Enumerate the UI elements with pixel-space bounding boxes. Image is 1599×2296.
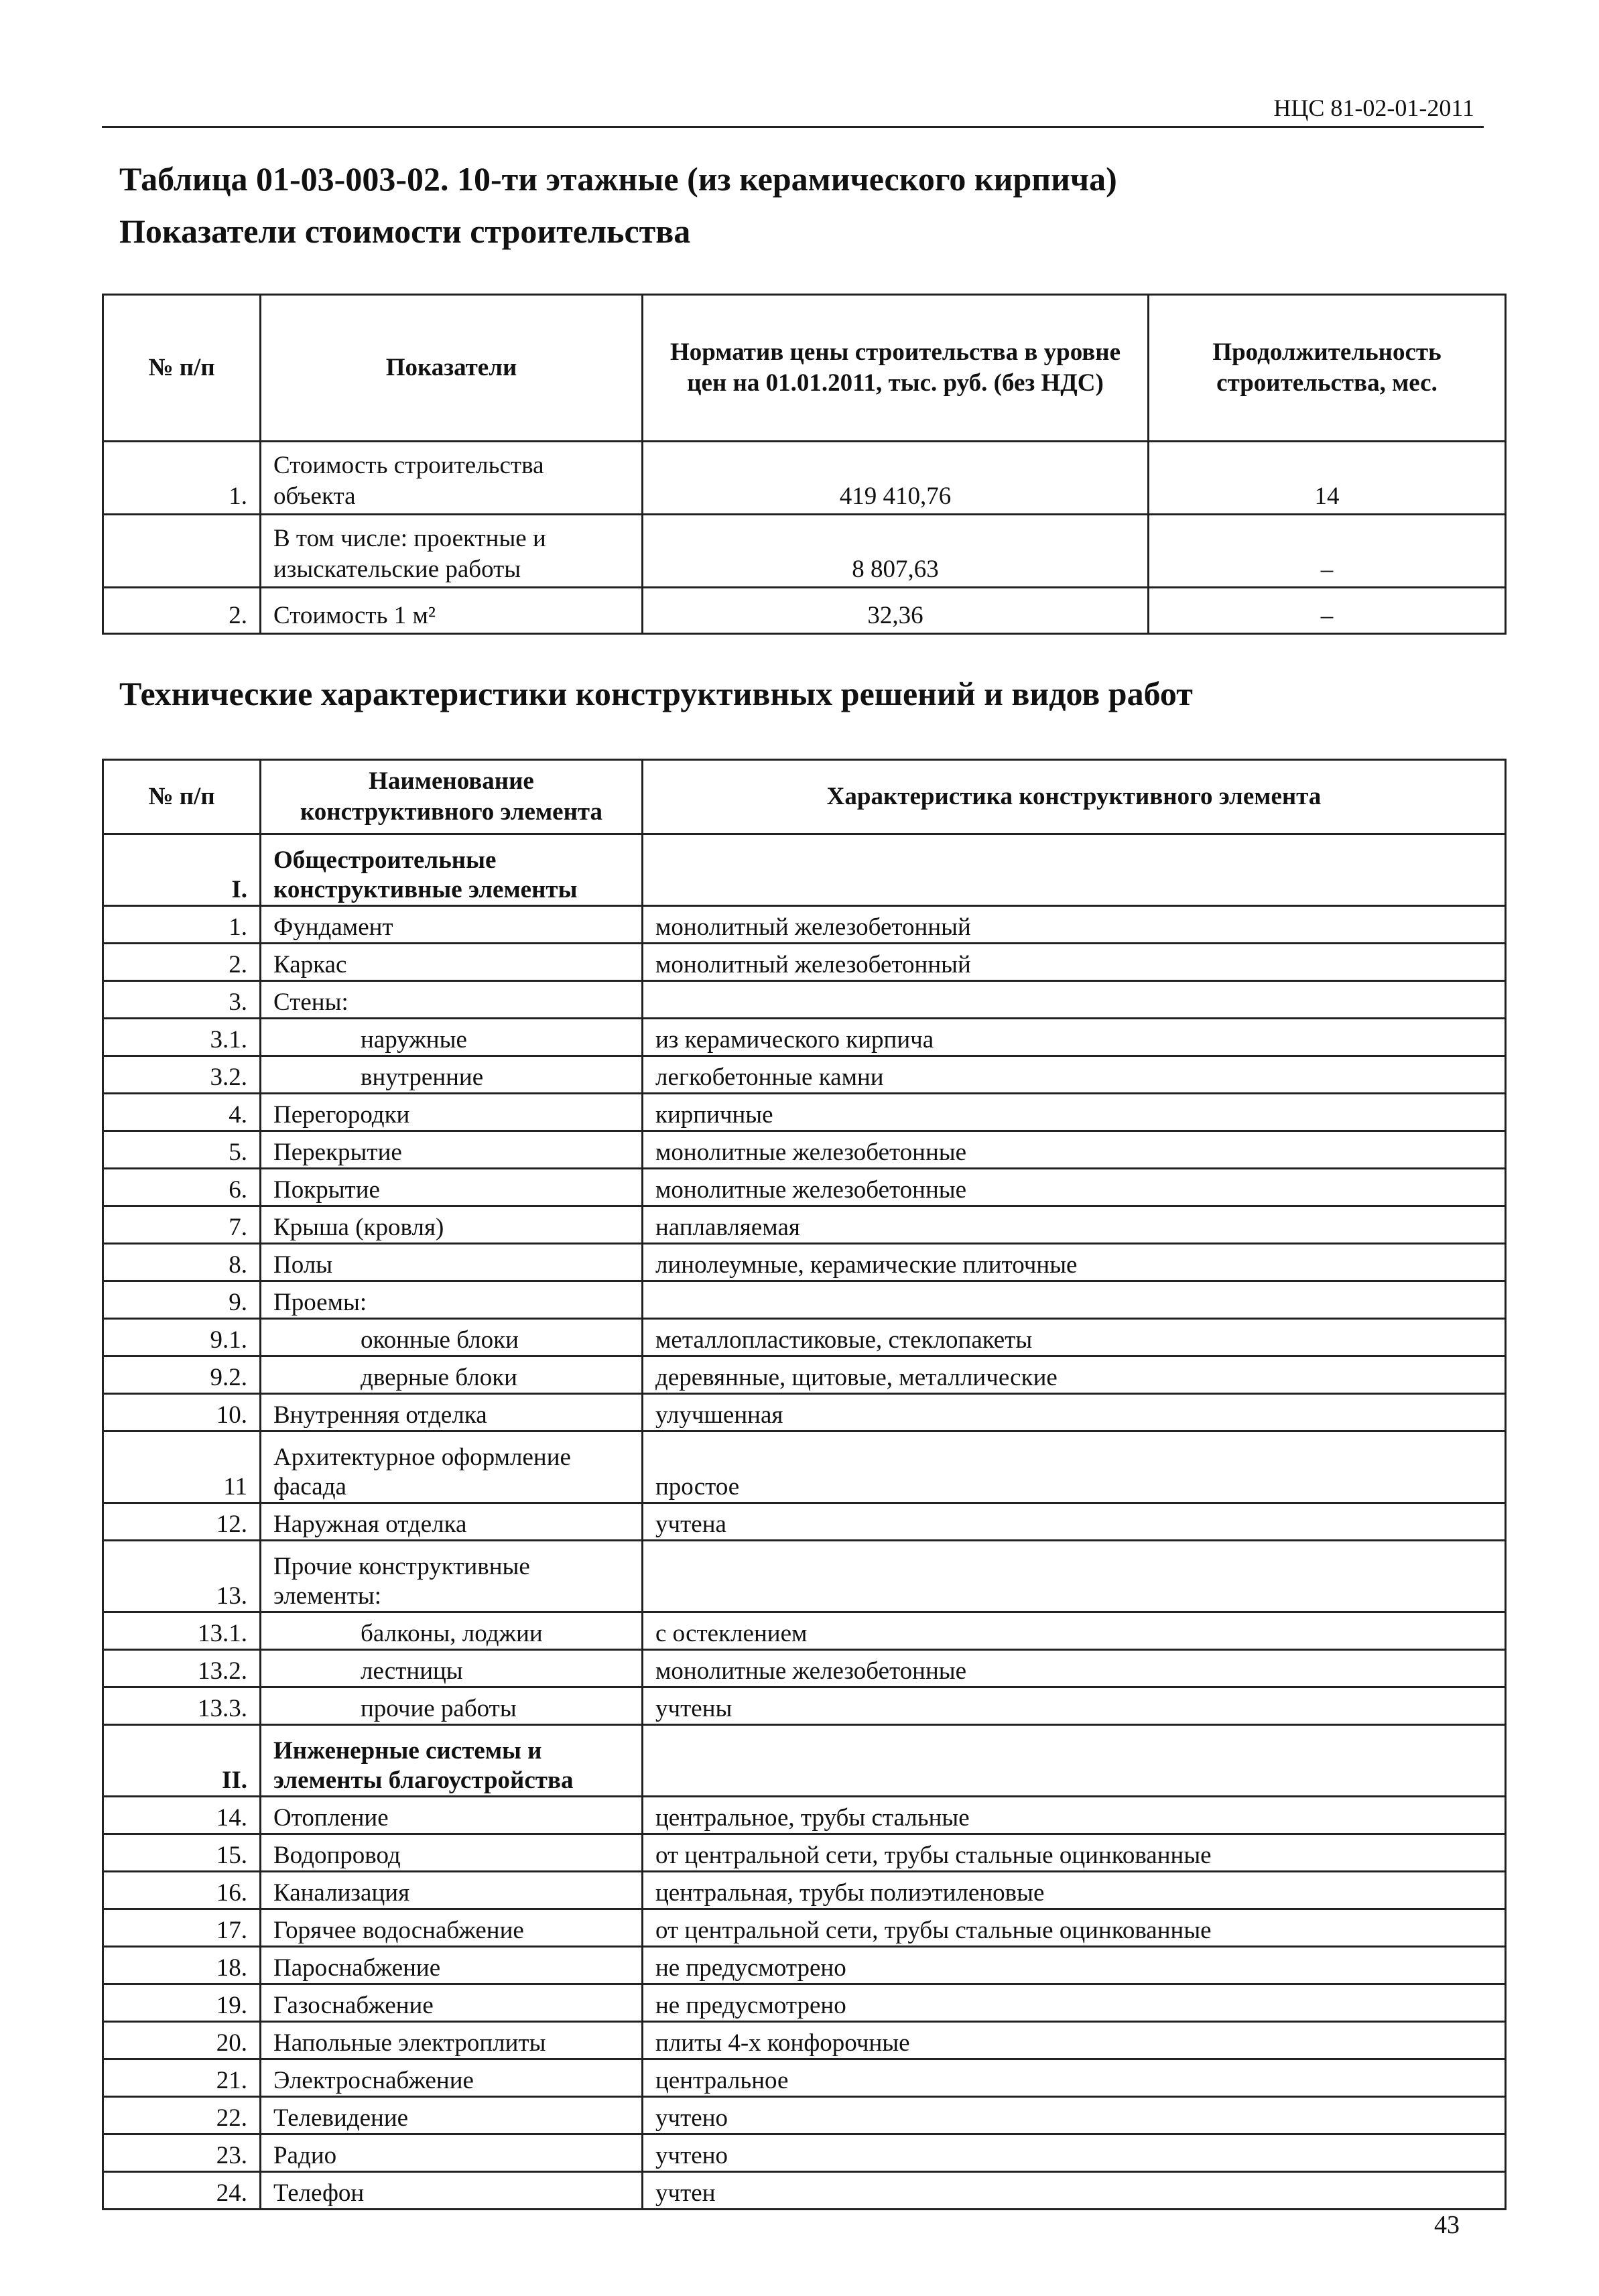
- row-num: 20.: [103, 2022, 261, 2059]
- row-name: Проемы:: [261, 1281, 643, 1319]
- page-number: 43: [1434, 2211, 1460, 2239]
- row-name: наружные: [261, 1019, 643, 1056]
- row-description: плиты 4-х конфорочные: [643, 2022, 1506, 2059]
- row-duration: 14: [1149, 442, 1506, 515]
- row-name: Пароснабжение: [261, 1947, 643, 1984]
- row-description: учтено: [643, 2134, 1506, 2172]
- row-description: деревянные, щитовые, металлические: [643, 1356, 1506, 1394]
- row-description: линолеумные, керамические плиточные: [643, 1244, 1506, 1281]
- table-row: [103, 2097, 1506, 2134]
- row-num: 13.: [103, 1541, 261, 1612]
- row-num: 14.: [103, 1797, 261, 1834]
- row-name: балконы, лоджии: [261, 1612, 643, 1650]
- row-num: 3.2.: [103, 1056, 261, 1094]
- row-name: Телефон: [261, 2172, 643, 2210]
- row-name: Напольные электроплиты: [261, 2022, 643, 2059]
- table-row: [103, 2172, 1506, 2210]
- table-row: [103, 2022, 1506, 2059]
- row-name: Каркас: [261, 944, 643, 981]
- row-description: центральное: [643, 2059, 1506, 2097]
- table-row: [103, 1244, 1506, 1281]
- document-code: НЦС 81-02-01-2011: [1273, 94, 1474, 121]
- table-row: [103, 442, 1506, 515]
- table-row: [103, 1687, 1506, 1725]
- row-description: монолитные железобетонные: [643, 1650, 1506, 1687]
- row-num: 2.: [103, 944, 261, 981]
- table-row: [103, 1281, 1506, 1319]
- table-title: Таблица 01-03-003-02. 10-ти этажные (из керамического кирпича): [119, 160, 1117, 198]
- table-row: [103, 1612, 1506, 1650]
- table-row: [103, 2059, 1506, 2097]
- table-row: [103, 1131, 1506, 1169]
- row-description: не предусмотрено: [643, 1984, 1506, 2022]
- row-num: 5.: [103, 1131, 261, 1169]
- header-num: № п/п: [103, 295, 261, 442]
- row-num: I.: [103, 834, 261, 906]
- row-name: Внутренняя отделка: [261, 1394, 643, 1431]
- header-num: № п/п: [103, 760, 261, 834]
- row-num: 23.: [103, 2134, 261, 2172]
- header-price-norm: Норматив цены строительства в уровне цен на 01.01.2011, тыс. руб. (без НДС): [643, 295, 1149, 442]
- row-num: 9.1.: [103, 1319, 261, 1356]
- row-description: учтены: [643, 1687, 1506, 1725]
- row-description: центральная, трубы полиэтиленовые: [643, 1872, 1506, 1909]
- row-description: от центральной сети, трубы стальные оцинкованные: [643, 1909, 1506, 1947]
- table-row: [103, 906, 1506, 944]
- row-duration: –: [1149, 515, 1506, 588]
- table-row: [103, 515, 1506, 588]
- row-name: Покрытие: [261, 1169, 643, 1206]
- table-row: [103, 2134, 1506, 2172]
- row-description: [643, 1541, 1506, 1612]
- row-name: Фундамент: [261, 906, 643, 944]
- row-name: Полы: [261, 1244, 643, 1281]
- row-duration: –: [1149, 588, 1506, 634]
- row-description: монолитный железобетонный: [643, 906, 1506, 944]
- row-num: 10.: [103, 1394, 261, 1431]
- table-row: [103, 834, 1506, 906]
- row-name: Архитектурное оформление фасада: [261, 1431, 643, 1503]
- table-row: [103, 1056, 1506, 1094]
- row-num: 2.: [103, 588, 261, 634]
- row-name: дверные блоки: [261, 1356, 643, 1394]
- row-num: 3.: [103, 981, 261, 1019]
- row-description: [643, 1281, 1506, 1319]
- table-row: [103, 1206, 1506, 1244]
- table-row: [103, 588, 1506, 634]
- row-name: В том числе: проектные и изыскательские работы: [261, 515, 643, 588]
- row-name: Инженерные системы и элементы благоустройства: [261, 1725, 643, 1797]
- row-name: внутренние: [261, 1056, 643, 1094]
- table-row: [103, 1984, 1506, 2022]
- row-name: Канализация: [261, 1872, 643, 1909]
- row-name: Стены:: [261, 981, 643, 1019]
- row-value: 32,36: [643, 588, 1149, 634]
- row-num: [103, 515, 261, 588]
- row-description: учтено: [643, 2097, 1506, 2134]
- row-num: II.: [103, 1725, 261, 1797]
- row-name: лестницы: [261, 1650, 643, 1687]
- row-name: Газоснабжение: [261, 1984, 643, 2022]
- row-description: кирпичные: [643, 1094, 1506, 1131]
- specs-table-body: [103, 834, 1506, 2210]
- row-name: прочие работы: [261, 1687, 643, 1725]
- row-name: Прочие конструктивные элементы:: [261, 1541, 643, 1612]
- row-name: Стоимость 1 м²: [261, 588, 643, 634]
- row-num: 19.: [103, 1984, 261, 2022]
- table-row: [103, 1909, 1506, 1947]
- row-num: 7.: [103, 1206, 261, 1244]
- row-num: 1.: [103, 906, 261, 944]
- row-description: [643, 981, 1506, 1019]
- header-divider: [102, 126, 1484, 128]
- header-element-name: Наименование конструктивного элемента: [261, 760, 643, 834]
- row-description: учтена: [643, 1503, 1506, 1541]
- row-num: 6.: [103, 1169, 261, 1206]
- row-description: монолитные железобетонные: [643, 1131, 1506, 1169]
- row-name: Общестроительные конструктивные элементы: [261, 834, 643, 906]
- row-description: с остеклением: [643, 1612, 1506, 1650]
- row-description: монолитный железобетонный: [643, 944, 1506, 981]
- row-num: 11: [103, 1431, 261, 1503]
- cost-table-header: [103, 295, 1506, 442]
- row-num: 13.3.: [103, 1687, 261, 1725]
- row-description: наплавляемая: [643, 1206, 1506, 1244]
- table-row: [103, 1431, 1506, 1503]
- table-row: [103, 1019, 1506, 1056]
- row-num: 17.: [103, 1909, 261, 1947]
- row-num: 9.: [103, 1281, 261, 1319]
- row-name: Крыша (кровля): [261, 1206, 643, 1244]
- row-description: [643, 834, 1506, 906]
- table-row: [103, 981, 1506, 1019]
- cost-section-title: Показатели стоимости строительства: [119, 212, 691, 250]
- table-row: [103, 944, 1506, 981]
- row-description: улучшенная: [643, 1394, 1506, 1431]
- row-name: оконные блоки: [261, 1319, 643, 1356]
- row-num: 18.: [103, 1947, 261, 1984]
- table-row: [103, 1394, 1506, 1431]
- row-description: от центральной сети, трубы стальные оцинкованные: [643, 1834, 1506, 1872]
- row-num: 3.1.: [103, 1019, 261, 1056]
- row-name: Водопровод: [261, 1834, 643, 1872]
- cost-table: [102, 294, 1507, 635]
- row-num: 4.: [103, 1094, 261, 1131]
- row-num: 15.: [103, 1834, 261, 1872]
- table-row: [103, 1872, 1506, 1909]
- specs-table-header: [103, 760, 1506, 834]
- row-num: 1.: [103, 442, 261, 515]
- row-name: Перегородки: [261, 1094, 643, 1131]
- table-row: [103, 1169, 1506, 1206]
- specs-table: [102, 759, 1507, 2210]
- table-row: [103, 1947, 1506, 1984]
- row-num: 12.: [103, 1503, 261, 1541]
- row-name: Горячее водоснабжение: [261, 1909, 643, 1947]
- header-duration: Продолжительность строительства, мес.: [1149, 295, 1506, 442]
- row-num: 21.: [103, 2059, 261, 2097]
- table-row: [103, 1356, 1506, 1394]
- row-num: 16.: [103, 1872, 261, 1909]
- row-num: 13.2.: [103, 1650, 261, 1687]
- row-description: центральное, трубы стальные: [643, 1797, 1506, 1834]
- row-num: 9.2.: [103, 1356, 261, 1394]
- row-name: Телевидение: [261, 2097, 643, 2134]
- table-row: [103, 1834, 1506, 1872]
- row-name: Наружная отделка: [261, 1503, 643, 1541]
- table-row: [103, 1319, 1506, 1356]
- row-num: 24.: [103, 2172, 261, 2210]
- table-row: [103, 1650, 1506, 1687]
- row-num: 13.1.: [103, 1612, 261, 1650]
- row-name: Отопление: [261, 1797, 643, 1834]
- header-element-characteristic: Характеристика конструктивного элемента: [643, 760, 1506, 834]
- table-row: [103, 1725, 1506, 1797]
- row-description: металлопластиковые, стеклопакеты: [643, 1319, 1506, 1356]
- row-name: Перекрытие: [261, 1131, 643, 1169]
- row-description: [643, 1725, 1506, 1797]
- row-description: учтен: [643, 2172, 1506, 2210]
- row-name: Стоимость строительства объекта: [261, 442, 643, 515]
- row-description: не предусмотрено: [643, 1947, 1506, 1984]
- specs-section-title: Технические характеристики конструктивных решений и видов работ: [119, 675, 1193, 712]
- row-value: 419 410,76: [643, 442, 1149, 515]
- row-description: легкобетонные камни: [643, 1056, 1506, 1094]
- table-row: [103, 1094, 1506, 1131]
- header-indicators: Показатели: [261, 295, 643, 442]
- table-row: [103, 1503, 1506, 1541]
- row-description: монолитные железобетонные: [643, 1169, 1506, 1206]
- row-num: 8.: [103, 1244, 261, 1281]
- row-description: простое: [643, 1431, 1506, 1503]
- row-description: из керамического кирпича: [643, 1019, 1506, 1056]
- table-row: [103, 1797, 1506, 1834]
- row-value: 8 807,63: [643, 515, 1149, 588]
- row-name: Радио: [261, 2134, 643, 2172]
- table-row: [103, 1541, 1506, 1612]
- row-name: Электроснабжение: [261, 2059, 643, 2097]
- row-num: 22.: [103, 2097, 261, 2134]
